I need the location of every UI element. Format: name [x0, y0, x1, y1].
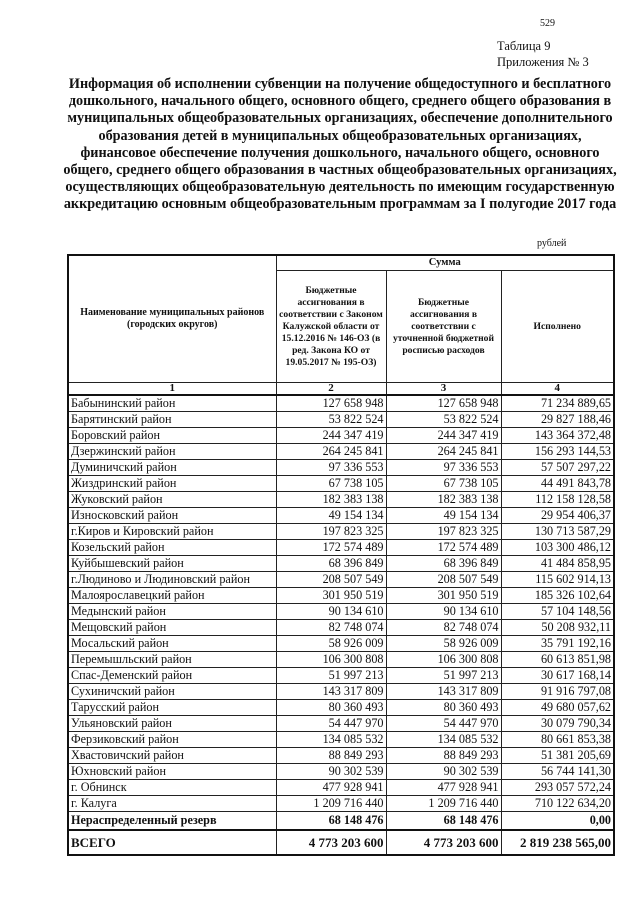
district-name: Перемышльский район: [68, 652, 276, 668]
district-name: Медынский район: [68, 604, 276, 620]
executed-amount: 71 234 889,65: [501, 395, 614, 412]
executed-amount: 80 661 853,38: [501, 732, 614, 748]
district-name: Хвастовичский район: [68, 748, 276, 764]
refined-allocation: 80 360 493: [386, 700, 501, 716]
subvention-table: [67, 254, 615, 856]
table-row: [68, 508, 614, 524]
refined-allocation: 49 154 134: [386, 508, 501, 524]
executed-amount: 29 954 406,37: [501, 508, 614, 524]
executed-amount: 30 079 790,34: [501, 716, 614, 732]
district-name: Мещовский район: [68, 620, 276, 636]
district-name: Думиничский район: [68, 460, 276, 476]
table-row: [68, 540, 614, 556]
executed-amount: 44 491 843,78: [501, 476, 614, 492]
table-row: [68, 604, 614, 620]
district-name: Ферзиковский район: [68, 732, 276, 748]
district-name: Жиздринский район: [68, 476, 276, 492]
law-allocation: 58 926 009: [276, 636, 386, 652]
table-row: [68, 444, 614, 460]
header-law-allocations: Бюджетные ассигнования в соответствии с Законом Калужской области от 15.12.2016 № 146-ОЗ (в ред. Закона КО от 19.05.2017 № 195-ОЗ): [276, 271, 386, 383]
law-allocation: 97 336 553: [276, 460, 386, 476]
refined-allocation: 106 300 808: [386, 652, 501, 668]
refined-allocation: 264 245 841: [386, 444, 501, 460]
table-row: [68, 652, 614, 668]
law-allocation: 90 134 610: [276, 604, 386, 620]
refined-allocation: 58 926 009: [386, 636, 501, 652]
district-name: г. Калуга: [68, 796, 276, 812]
refined-allocation: 127 658 948: [386, 395, 501, 412]
executed-amount: 91 916 797,08: [501, 684, 614, 700]
executed-amount: 185 326 102,64: [501, 588, 614, 604]
refined-allocation: 68 148 476: [386, 812, 501, 831]
executed-amount: 50 208 932,11: [501, 620, 614, 636]
refined-allocation: 88 849 293: [386, 748, 501, 764]
district-name: Нераспределенный резерв: [68, 812, 276, 831]
table-row: [68, 572, 614, 588]
document-title: Информация об исполнении субвенции на получение общедоступного и бесплатного дошкольного, начального общего, основного общего, среднего общего образования в муниципальных общеобразовательных организациях, обеспечение дополнительного образования детей в муниципальных общеобразовательных организациях, финансовое обеспечение получения дошкольного, начального общего, основного общего, среднего общего образования в частных общеобразовательных организациях, осуществляющих общеобразовательную деятельность по имеющим государственную аккредитацию основным общеобразовательным программам за I полугодие 2017 года: [63, 76, 617, 213]
district-name: Сухиничский район: [68, 684, 276, 700]
executed-amount: 35 791 192,16: [501, 636, 614, 652]
law-allocation: 182 383 138: [276, 492, 386, 508]
header-refined-allocations: Бюджетные ассигнования в соответствии с уточненной бюджетной росписью расходов: [386, 271, 501, 383]
law-allocation: 134 085 532: [276, 732, 386, 748]
executed-amount: 49 680 057,62: [501, 700, 614, 716]
law-allocation: 143 317 809: [276, 684, 386, 700]
table-row: [68, 476, 614, 492]
district-name: Куйбышевский район: [68, 556, 276, 572]
table-row: [68, 684, 614, 700]
district-name: Юхновский район: [68, 764, 276, 780]
law-allocation: 68 148 476: [276, 812, 386, 831]
refined-allocation: 172 574 489: [386, 540, 501, 556]
column-number: 2: [276, 383, 386, 396]
law-allocation: 68 396 849: [276, 556, 386, 572]
refined-allocation: 301 950 519: [386, 588, 501, 604]
law-allocation: 208 507 549: [276, 572, 386, 588]
appendix-number: Приложения № 3: [497, 55, 589, 69]
refined-allocation: 182 383 138: [386, 492, 501, 508]
district-name: ВСЕГО: [68, 830, 276, 855]
total-row: [68, 830, 614, 855]
law-allocation: 90 302 539: [276, 764, 386, 780]
law-allocation: 127 658 948: [276, 395, 386, 412]
law-allocation: 244 347 419: [276, 428, 386, 444]
table-row: [68, 780, 614, 796]
district-name: Малоярославецкий район: [68, 588, 276, 604]
refined-allocation: 90 134 610: [386, 604, 501, 620]
law-allocation: 54 447 970: [276, 716, 386, 732]
refined-allocation: 134 085 532: [386, 732, 501, 748]
executed-amount: 2 819 238 565,00: [501, 830, 614, 855]
currency-unit: рублей: [537, 238, 567, 249]
executed-amount: 29 827 188,46: [501, 412, 614, 428]
law-allocation: 264 245 841: [276, 444, 386, 460]
table-row: [68, 764, 614, 780]
law-allocation: 67 738 105: [276, 476, 386, 492]
table-row: [68, 636, 614, 652]
executed-amount: 156 293 144,53: [501, 444, 614, 460]
table-row: [68, 412, 614, 428]
law-allocation: 51 997 213: [276, 668, 386, 684]
table-row: [68, 620, 614, 636]
executed-amount: 293 057 572,24: [501, 780, 614, 796]
table-row: [68, 732, 614, 748]
refined-allocation: 4 773 203 600: [386, 830, 501, 855]
executed-amount: 143 364 372,48: [501, 428, 614, 444]
district-name: Спас-Деменский район: [68, 668, 276, 684]
header-name: Наименование муниципальных районов (городских округов): [68, 255, 276, 383]
law-allocation: 1 209 716 440: [276, 796, 386, 812]
law-allocation: 88 849 293: [276, 748, 386, 764]
table-row: [68, 556, 614, 572]
table-row: [68, 748, 614, 764]
column-number: 1: [68, 383, 276, 396]
law-allocation: 80 360 493: [276, 700, 386, 716]
column-number: 3: [386, 383, 501, 396]
executed-amount: 0,00: [501, 812, 614, 831]
district-name: г. Обнинск: [68, 780, 276, 796]
table-row: [68, 700, 614, 716]
law-allocation: 197 823 325: [276, 524, 386, 540]
district-name: Жуковский район: [68, 492, 276, 508]
refined-allocation: 90 302 539: [386, 764, 501, 780]
table-row: [68, 588, 614, 604]
law-allocation: 172 574 489: [276, 540, 386, 556]
table-body: [68, 395, 614, 855]
district-name: г.Людиново и Людиновский район: [68, 572, 276, 588]
district-name: Барятинский район: [68, 412, 276, 428]
table-row: [68, 716, 614, 732]
district-name: Боровский район: [68, 428, 276, 444]
refined-allocation: 67 738 105: [386, 476, 501, 492]
refined-allocation: 197 823 325: [386, 524, 501, 540]
executed-amount: 57 104 148,56: [501, 604, 614, 620]
table-row: [68, 460, 614, 476]
table-row: [68, 395, 614, 412]
table-row: [68, 668, 614, 684]
executed-amount: 130 713 587,29: [501, 524, 614, 540]
executed-amount: 60 613 851,98: [501, 652, 614, 668]
refined-allocation: 244 347 419: [386, 428, 501, 444]
table-row: [68, 428, 614, 444]
refined-allocation: 54 447 970: [386, 716, 501, 732]
district-name: Козельский район: [68, 540, 276, 556]
table-row: [68, 796, 614, 812]
district-name: Тарусский район: [68, 700, 276, 716]
executed-amount: 57 507 297,22: [501, 460, 614, 476]
refined-allocation: 68 396 849: [386, 556, 501, 572]
page-number: 529: [540, 18, 555, 29]
executed-amount: 51 381 205,69: [501, 748, 614, 764]
executed-amount: 115 602 914,13: [501, 572, 614, 588]
law-allocation: 53 822 524: [276, 412, 386, 428]
table-row: [68, 492, 614, 508]
executed-amount: 56 744 141,30: [501, 764, 614, 780]
law-allocation: 82 748 074: [276, 620, 386, 636]
law-allocation: 4 773 203 600: [276, 830, 386, 855]
column-number: 4: [501, 383, 614, 396]
header-executed: Исполнено: [501, 271, 614, 383]
refined-allocation: 208 507 549: [386, 572, 501, 588]
refined-allocation: 82 748 074: [386, 620, 501, 636]
district-name: Износковский район: [68, 508, 276, 524]
reserve-row: [68, 812, 614, 831]
refined-allocation: 51 997 213: [386, 668, 501, 684]
district-name: Бабынинский район: [68, 395, 276, 412]
district-name: Дзержинский район: [68, 444, 276, 460]
refined-allocation: 143 317 809: [386, 684, 501, 700]
law-allocation: 301 950 519: [276, 588, 386, 604]
table-row: [68, 524, 614, 540]
district-name: г.Киров и Кировский район: [68, 524, 276, 540]
executed-amount: 710 122 634,20: [501, 796, 614, 812]
executed-amount: 41 484 858,95: [501, 556, 614, 572]
district-name: Ульяновский район: [68, 716, 276, 732]
law-allocation: 106 300 808: [276, 652, 386, 668]
header-sum: Сумма: [276, 255, 614, 271]
table-number: Таблица 9: [497, 39, 551, 53]
refined-allocation: 53 822 524: [386, 412, 501, 428]
executed-amount: 112 158 128,58: [501, 492, 614, 508]
refined-allocation: 1 209 716 440: [386, 796, 501, 812]
law-allocation: 49 154 134: [276, 508, 386, 524]
law-allocation: 477 928 941: [276, 780, 386, 796]
executed-amount: 30 617 168,14: [501, 668, 614, 684]
refined-allocation: 97 336 553: [386, 460, 501, 476]
table-reference: [497, 38, 589, 70]
refined-allocation: 477 928 941: [386, 780, 501, 796]
executed-amount: 103 300 486,12: [501, 540, 614, 556]
district-name: Мосальский район: [68, 636, 276, 652]
